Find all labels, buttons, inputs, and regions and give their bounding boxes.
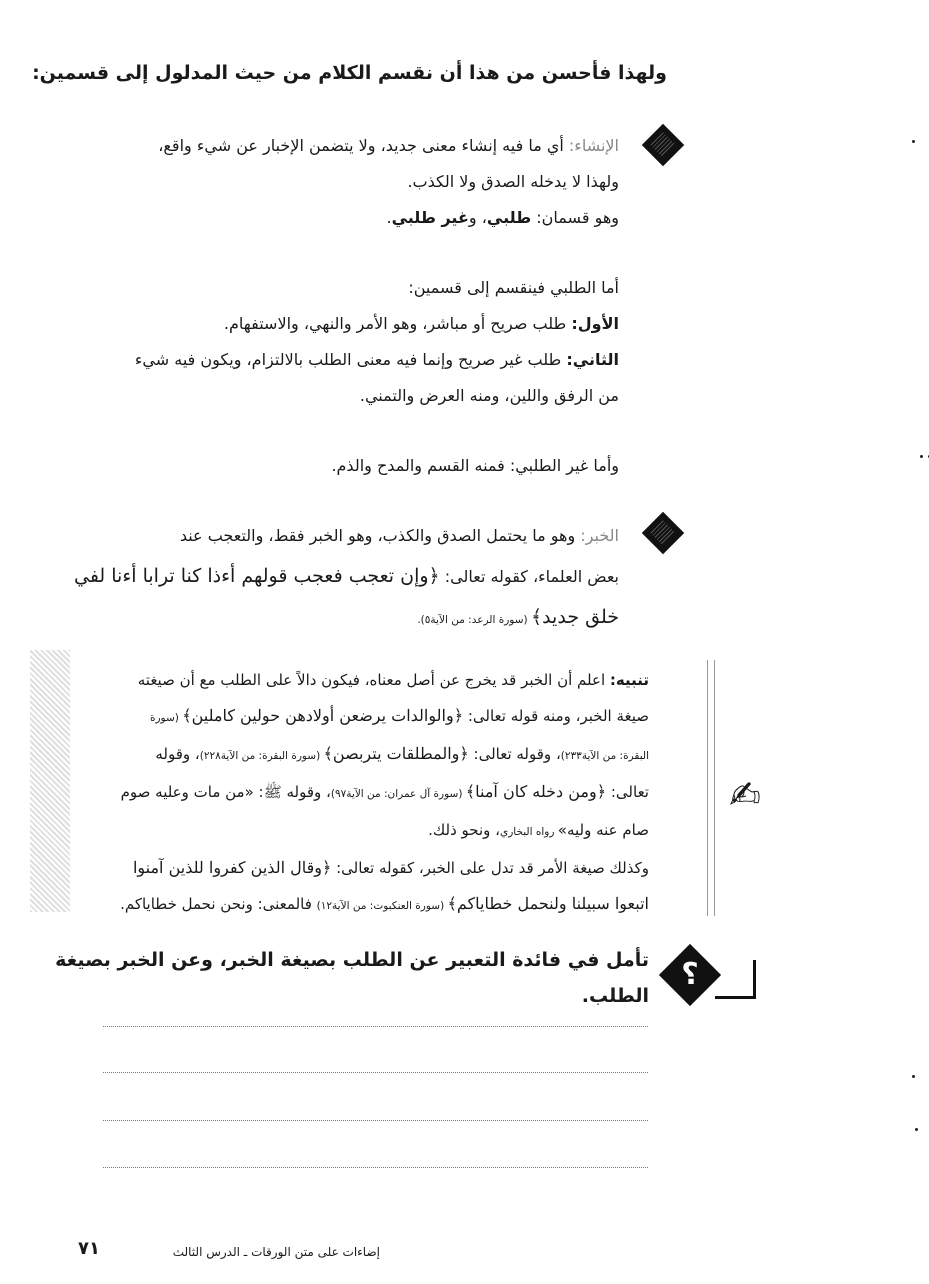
page-heading: ولهذا فأحسن من هذا أن نقسم الكلام من حيث المدلول إلى قسمين: <box>32 62 667 84</box>
khabar-section <box>19 516 619 640</box>
note-text-4: تعالى: <box>606 783 649 801</box>
answer-line[interactable] <box>103 1167 648 1168</box>
scan-speck <box>915 1128 918 1131</box>
exercise-prompt <box>29 942 649 1014</box>
note-text-4b: ، وقوله ﷺ: «من مات وعليه صوم <box>120 783 331 801</box>
note-text-1: اعلم أن الخبر قد يخرج عن أصل معناه، فيكون دالاً على الطلب مع أن صيغته <box>137 671 610 689</box>
note-text-7: فالمعنى: ونحن نحمل خطاياكم. <box>120 895 317 913</box>
quran-ayah: ﴿وقال الذين كفروا للذين آمنوا <box>132 858 332 877</box>
scan-speck <box>920 455 923 458</box>
second-text: طلب غير صريح وإنما فيه معنى الطلب بالالتزام، ويكون فيه شيء <box>134 350 567 369</box>
exercise-line-1: تأمل في فائدة التعبير عن الطلب بصيغة الخبر، وعن الخبر بصيغة <box>55 949 649 971</box>
note-label: تنبيه: <box>609 671 649 689</box>
answer-line[interactable] <box>103 1026 648 1027</box>
quran-ayah: ﴿ومن دخله كان آمنا﴾ <box>465 782 607 801</box>
note-line-1 <box>29 662 649 698</box>
note-text-6: وكذلك صيغة الأمر قد تدل على الخبر، كقوله تعالى: <box>331 859 649 877</box>
khabar-label: الخبر: <box>580 526 619 545</box>
insha-end: . <box>386 208 392 227</box>
scan-speck <box>912 1075 915 1078</box>
quran-ayah: اتبعوا سبيلنا ولنحمل خطاياكم﴾ <box>447 894 649 913</box>
second-label: الثاني: <box>566 350 619 369</box>
note-line-6 <box>29 850 649 886</box>
insha-line-2: ولهذا لا يدخله الصدق ولا الكذب. <box>407 172 619 191</box>
ayah-reference: البقرة: من الآية٢٣٣) <box>560 750 649 762</box>
note-section <box>29 662 649 924</box>
first-label: الأول: <box>571 314 619 333</box>
insha-sep: ، و <box>468 208 487 227</box>
first-text: طلب صريح أو مباشر، وهو الأمر والنهي، والاستفهام. <box>223 314 572 333</box>
footer-title: إضاءات على متن الورقات ـ الدرس الثالث <box>172 1245 380 1259</box>
talabi-second <box>19 342 619 378</box>
khabar-line-3 <box>19 597 619 640</box>
diamond-bullet-icon <box>642 512 684 554</box>
hadith-reference: رواه البخاري <box>499 826 558 838</box>
note-line-4 <box>29 774 649 812</box>
insha-section <box>19 128 619 236</box>
page-number: ٧١ <box>78 1238 100 1259</box>
ayah-reference: (سورة العنكبوت: من الآية١٢) <box>316 900 448 912</box>
quran-ayah: ﴿والمطلقات يتربصن﴾ <box>323 744 469 763</box>
talabi-section <box>19 270 619 414</box>
exercise-line-2: الطلب. <box>581 985 649 1007</box>
question-mark-icon <box>660 945 720 1005</box>
quran-ayah: خلق جديد﴾ <box>530 606 619 628</box>
hand-writing-icon: ✍ <box>729 773 761 817</box>
scan-speck <box>912 140 915 143</box>
quran-ayah: ﴿وإن تعجب فعجب قولهم أءذا كنا ترابا أءنا لفي <box>73 565 440 587</box>
insha-text-3: وهو قسمان: <box>531 208 619 227</box>
ayah-reference: (سورة آل عمران: من الآية٩٧) <box>330 788 466 800</box>
diamond-bullet-icon <box>642 124 684 166</box>
note-line-5 <box>29 812 649 850</box>
khabar-text-1: وهو ما يحتمل الصدق والكذب، وهو الخبر فقط، والتعجب عند <box>179 526 581 545</box>
non-talabi: وأما غير الطلبي: فمنه القسم والمدح والذم. <box>331 456 619 475</box>
ayah-reference: (سورة الرعد: من الآية٥). <box>417 614 531 626</box>
answer-line[interactable] <box>103 1072 648 1073</box>
hadith-text: صام عنه وليه» <box>557 821 649 839</box>
khabar-line-2 <box>19 556 619 597</box>
talabi-first <box>19 306 619 342</box>
note-text-2: صيغة الخبر، ومنه قوله تعالى: <box>463 707 649 725</box>
question-mark-glyph: ؟ <box>681 957 699 992</box>
khabar-text-2: بعض العلماء، كقوله تعالى: <box>439 567 619 586</box>
note-line-3 <box>29 736 649 774</box>
khabar-line-1 <box>19 516 619 556</box>
note-text-3: ، وقوله تعالى: <box>468 745 561 763</box>
term-talabi: طلبي <box>486 208 532 227</box>
note-line-7 <box>29 886 649 924</box>
term-ghayr-talabi: غير طلبي <box>391 208 469 227</box>
note-text-3b: ، وقوله <box>155 745 200 763</box>
note-divider <box>707 660 708 916</box>
note-divider <box>714 660 715 916</box>
note-line-2 <box>29 698 649 736</box>
insha-line-3 <box>19 200 619 236</box>
talabi-second-cont: من الرفق واللين، ومنه العرض والتمني. <box>359 386 619 405</box>
ayah-reference: (سورة <box>149 712 183 724</box>
insha-label: الإنشاء: <box>568 136 619 155</box>
ayah-reference: (سورة البقرة: من الآية٢٢٨) <box>199 750 324 762</box>
answer-line[interactable] <box>103 1120 648 1121</box>
note-text-5: ، ونحو ذلك. <box>428 821 500 839</box>
insha-line-1 <box>19 128 619 164</box>
insha-text-1: أي ما فيه إنشاء معنى جديد، ولا يتضمن الإخبار عن شيء واقع، <box>158 136 564 155</box>
exercise-bracket <box>715 960 756 999</box>
quran-ayah: ﴿والوالدات يرضعن أولادهن حولين كاملين﴾ <box>182 706 464 725</box>
talabi-intro: أما الطلبي فينقسم إلى قسمين: <box>408 278 619 297</box>
